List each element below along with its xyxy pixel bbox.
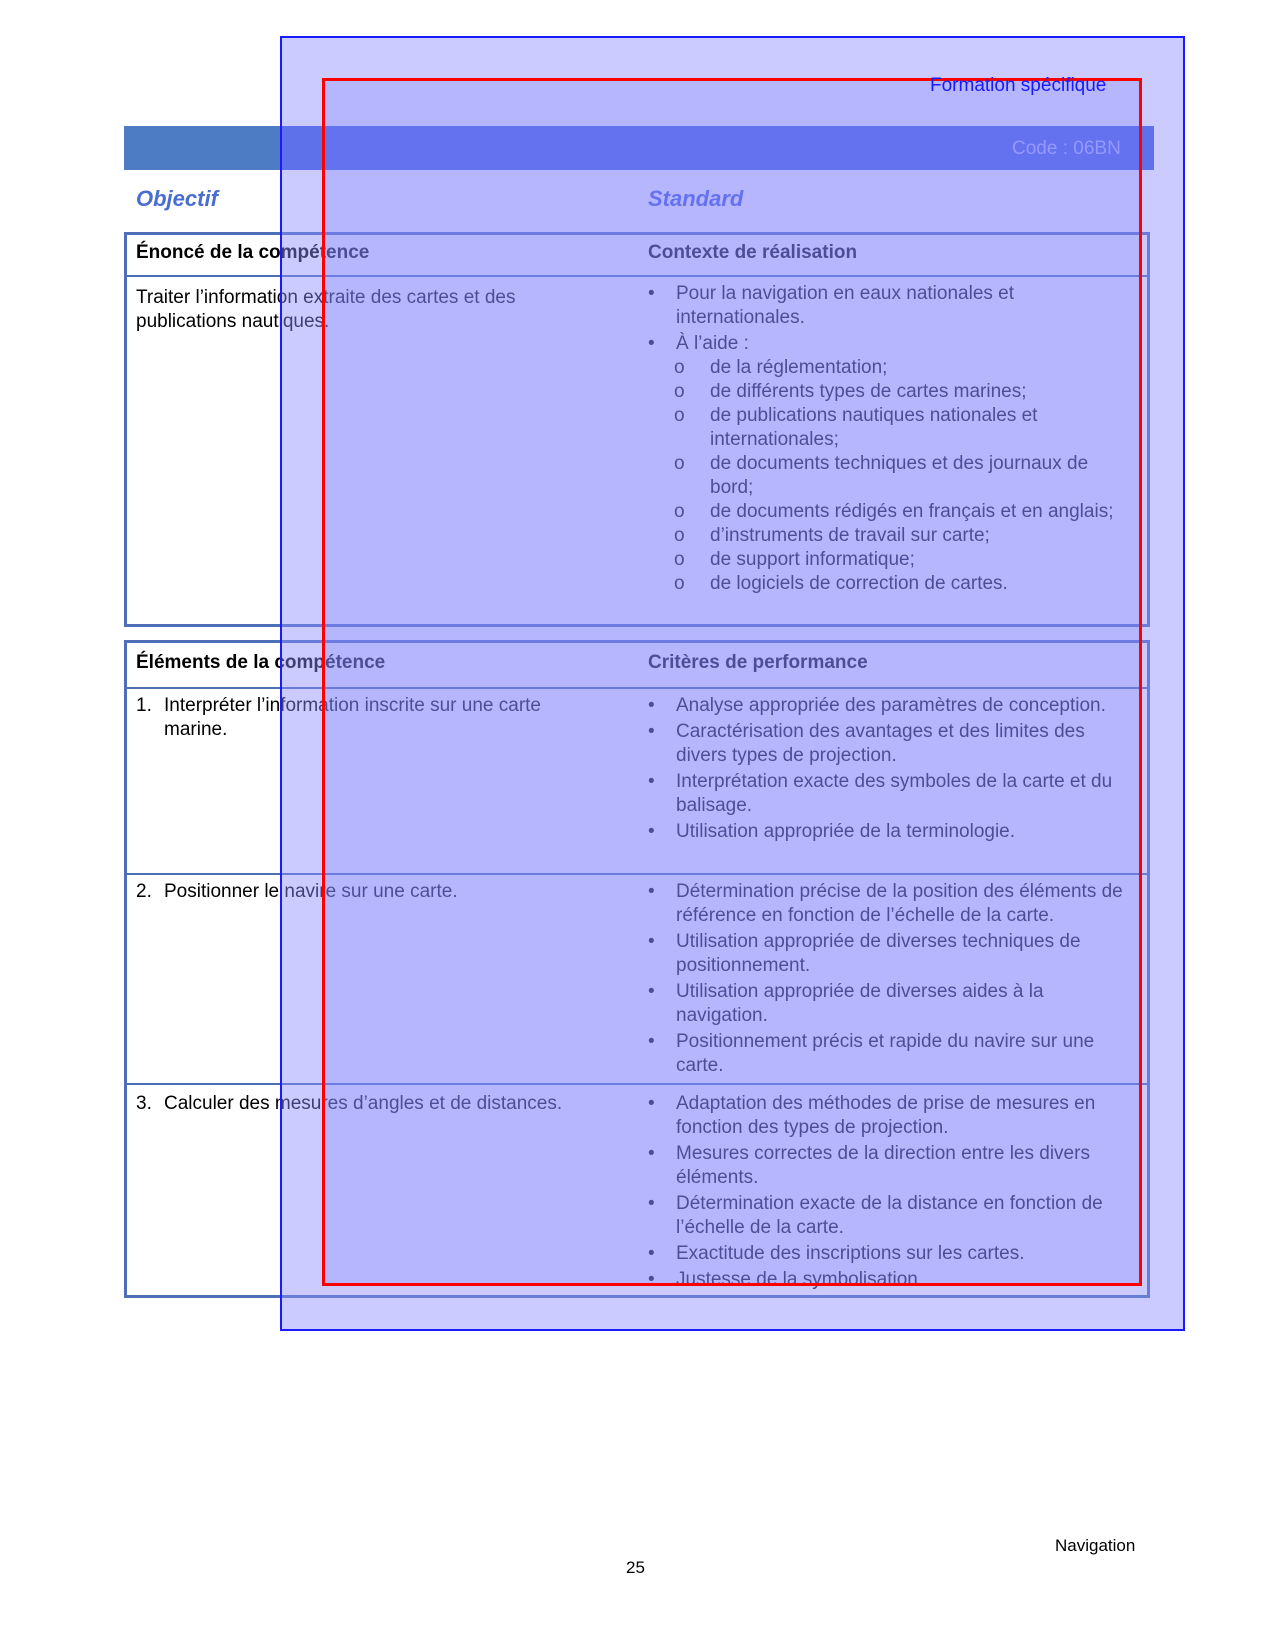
list-item: o de différents types de cartes marines; [672, 380, 1132, 404]
formation-label: Formation spécifique [930, 75, 1107, 96]
list-item: • Utilisation appropriée de la terminologie. [640, 820, 1140, 844]
list-item: o de support informatique; [672, 548, 1132, 572]
competency-statement: Traiter l’information extraite des cartes et des publications nautiques. [136, 287, 516, 332]
elements-header: Éléments de la compétence [136, 652, 386, 673]
page-number: 25 [626, 1558, 645, 1577]
list-item: • À l’aide : [640, 332, 1140, 356]
list-item: o d’instruments de travail sur carte; [672, 524, 1132, 548]
list-item: • Interprétation exacte des symboles de la carte et du balisage. [640, 770, 1140, 818]
objective-title: Objectif [136, 186, 218, 211]
list-item: • Pour la navigation en eaux nationales et internationales. [640, 282, 1140, 330]
element-number: 3. [136, 1093, 152, 1114]
list-item: o de la réglementation; [672, 356, 1132, 380]
list-item: • Caractérisation des avantages et des limites des divers types de projection. [640, 720, 1140, 768]
list-item: • Utilisation appropriée de diverses aides à la navigation. [640, 980, 1140, 1028]
element-number: 2. [136, 881, 152, 902]
statement-header: Énoncé de la compétence [136, 242, 370, 263]
list-item: • Adaptation des méthodes de prise de mesures en fonction des types de projection. [640, 1092, 1140, 1140]
list-item: • Utilisation appropriée de diverses techniques de positionnement. [640, 930, 1140, 978]
element-text: Calculer des mesures d’angles et de distances. [164, 1093, 563, 1114]
context-header: Contexte de réalisation [648, 242, 858, 263]
highlight-overlay [322, 78, 1142, 1286]
list-item: • Positionnement précis et rapide du navire sur une carte. [640, 1030, 1140, 1078]
element-number: 1. [136, 695, 152, 716]
list-item: • Mesures correctes de la direction entre les divers éléments. [640, 1142, 1140, 1190]
list-item: • Détermination exacte de la distance en fonction de l’échelle de la carte. [640, 1192, 1140, 1240]
list-item: o de publications nautiques nationales et internationales; [672, 404, 1132, 452]
element-text: Interpréter l’information inscrite sur une carte marine. [164, 695, 541, 740]
footer-section-name: Navigation [1055, 1536, 1136, 1555]
list-item: o de logiciels de correction de cartes. [672, 572, 1132, 596]
standard-title: Standard [648, 186, 744, 211]
list-item: • Détermination précise de la position des éléments de référence en fonction de l’échelle de la carte. [640, 880, 1140, 928]
list-item: • Analyse appropriée des paramètres de conception. [640, 694, 1140, 718]
list-item: o de documents rédigés en français et en anglais; [672, 500, 1132, 524]
list-item: • Justesse de la symbolisation. [640, 1268, 1140, 1292]
element-text: Positionner le navire sur une carte. [164, 881, 458, 902]
list-item: o de documents techniques et des journaux de bord; [672, 452, 1132, 500]
list-item: • Exactitude des inscriptions sur les cartes. [640, 1242, 1140, 1266]
criteria-header: Critères de performance [648, 652, 868, 673]
course-code: Code : 06BN [1012, 138, 1121, 159]
